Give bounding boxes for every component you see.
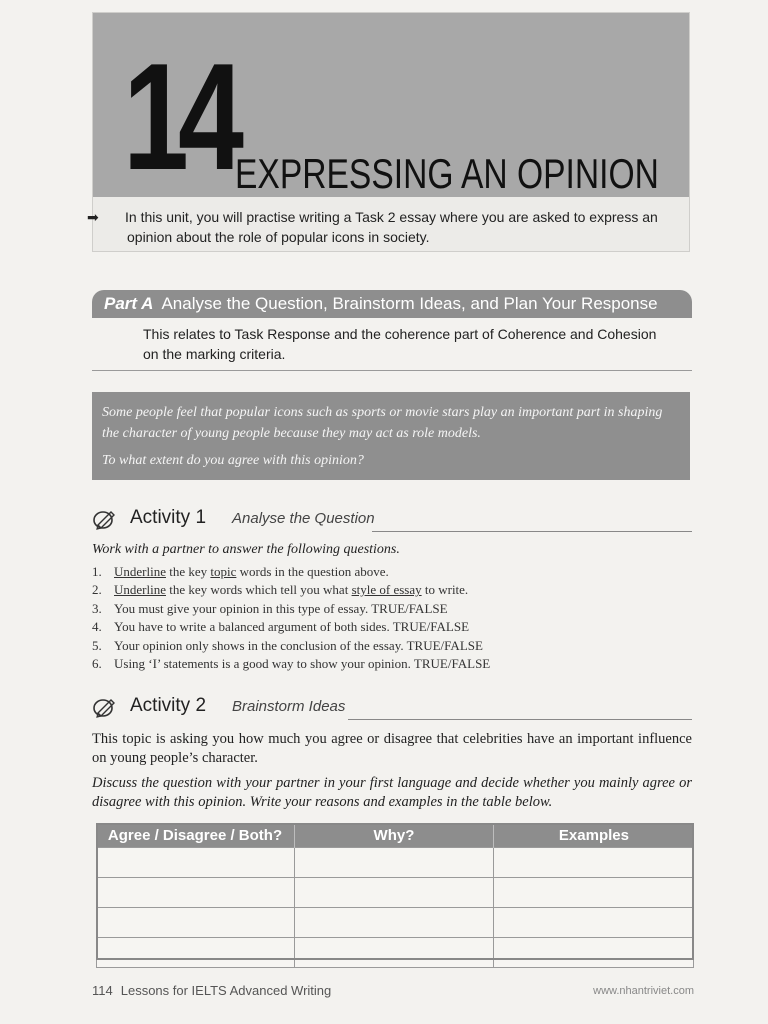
activity-1-question-list xyxy=(92,563,652,673)
table-header: Agree / Disagree / Both? xyxy=(97,823,295,848)
part-a-label: Part A xyxy=(104,294,154,313)
part-a-description: This relates to Task Response and the coherence part of Coherence and Cohesion on the marking criteria. xyxy=(143,326,657,362)
part-a-banner xyxy=(92,290,692,318)
activity-1-subtitle: Analyse the Question xyxy=(232,510,375,527)
footer-url: www.nhantriviet.com xyxy=(593,985,694,997)
brainstorm-table xyxy=(96,823,694,968)
activity-1-rule xyxy=(372,531,692,532)
pencil-icon xyxy=(92,508,118,530)
table-cell[interactable] xyxy=(97,908,295,938)
book-title: Lessons for IELTS Advanced Writing xyxy=(120,983,332,998)
unit-number: 14 xyxy=(123,32,234,202)
unit-intro xyxy=(87,207,677,247)
activity-2-instruction: Discuss the question with your partner in your first language and decide whether you mainly agree or disagree with this opinion. Write your reasons and examples in the table below. xyxy=(92,775,692,810)
table-cell[interactable] xyxy=(494,878,694,908)
activity-1-label: Activity 1 xyxy=(130,507,207,528)
table-row xyxy=(97,908,694,938)
table-row xyxy=(97,938,694,968)
list-item: 1. Underline the key topic words in the question above. xyxy=(92,564,389,579)
table-cell[interactable] xyxy=(494,848,694,878)
list-item: 4. You have to write a balanced argument of both sides. TRUE/FALSE xyxy=(92,619,470,635)
arrow-right-icon: ➡ xyxy=(87,209,99,225)
activity-2-subtitle: Brainstorm Ideas xyxy=(232,698,346,715)
table-cell[interactable] xyxy=(494,938,694,968)
essay-question-box xyxy=(92,392,690,480)
table-row xyxy=(97,878,694,908)
table-header: Why? xyxy=(294,823,494,848)
table-cell[interactable] xyxy=(294,848,494,878)
activity-2-label: Activity 2 xyxy=(130,695,207,716)
divider xyxy=(92,370,692,371)
table-cell[interactable] xyxy=(294,878,494,908)
activity-2-paragraph: This topic is asking you how much you agree or disagree that celebrities have an important influence on young people’s character. xyxy=(92,731,692,766)
unit-intro-text: In this unit, you will practise writing a Task 2 essay where you are asked to express an opinion about the role of popular icons in society. xyxy=(125,209,658,245)
list-item: 5. Your opinion only shows in the conclusion of the essay. TRUE/FALSE xyxy=(92,637,483,653)
unit-title: EXPRESSING AN OPINION xyxy=(235,150,659,197)
part-a-title: Analyse the Question, Brainstorm Ideas, and Plan Your Response xyxy=(161,294,658,313)
table-cell[interactable] xyxy=(294,908,494,938)
list-item: 6. Using ‘I’ statements is a good way to show your opinion. TRUE/FALSE xyxy=(92,656,491,672)
table-cell[interactable] xyxy=(97,848,295,878)
pencil-icon xyxy=(92,696,118,718)
table-header-row xyxy=(97,823,694,848)
table-row xyxy=(97,848,694,878)
activity-1-heading xyxy=(92,506,692,532)
essay-question-prompt: Some people feel that popular icons such as sports or movie stars play an important part in shaping the character of young people because they may act as role models. xyxy=(102,405,663,441)
unit-header xyxy=(87,12,690,252)
activity-2-rule xyxy=(348,719,692,720)
table-header: Examples xyxy=(494,823,694,848)
activity-2-heading xyxy=(92,694,692,720)
table-cell[interactable] xyxy=(294,938,494,968)
activity-1-instruction: Work with a partner to answer the following questions. xyxy=(92,542,400,557)
footer-book xyxy=(92,983,331,998)
table-cell[interactable] xyxy=(97,938,295,968)
table-cell[interactable] xyxy=(97,878,295,908)
list-item: 3. You must give your opinion in this type of essay. TRUE/FALSE xyxy=(92,600,448,616)
table-cell[interactable] xyxy=(494,908,694,938)
page-number: 114 xyxy=(92,983,113,998)
essay-question-task: To what extent do you agree with this opinion? xyxy=(102,453,364,468)
list-item: 2. Underline the key words which tell you what style of essay to write. xyxy=(92,582,469,598)
